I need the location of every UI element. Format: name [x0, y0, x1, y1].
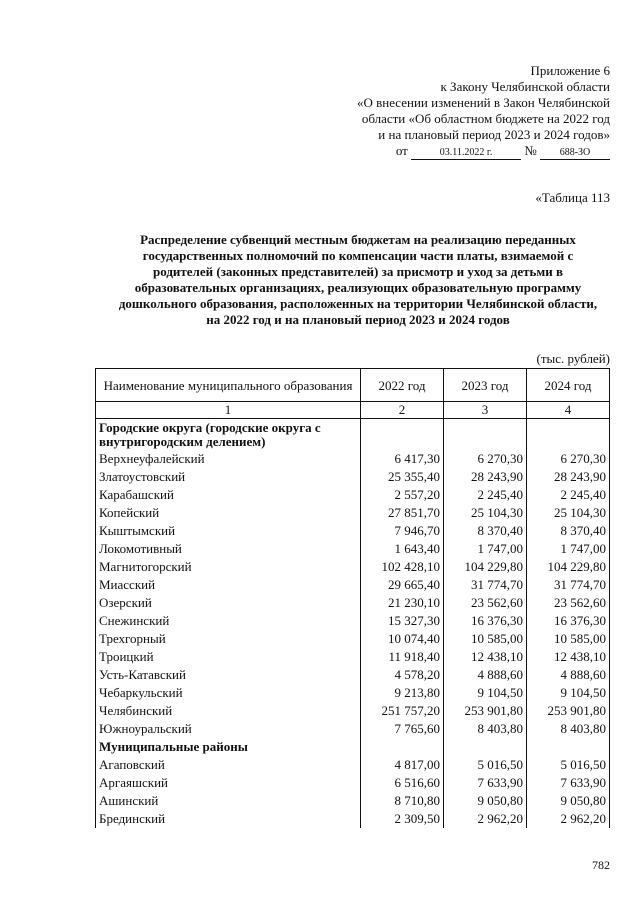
value-2022: 4 817,00 [361, 756, 444, 774]
value-2023: 9 050,80 [444, 792, 527, 810]
from-label: от [395, 143, 408, 158]
table-row [96, 702, 610, 720]
value-2022: 8 710,80 [361, 792, 444, 810]
table-row [96, 504, 610, 522]
section-row [96, 419, 610, 451]
appendix-line: области «Об областном бюджете на 2022 год [361, 111, 610, 126]
value-2024: 9 050,80 [527, 792, 610, 810]
table-row [96, 450, 610, 468]
value-2022: 15 327,30 [361, 612, 444, 630]
value-2023: 253 901,80 [444, 702, 527, 720]
value-2024: 2 245,40 [527, 486, 610, 504]
municipality-name: Южноуральский [96, 720, 361, 738]
column-number: 4 [527, 402, 610, 419]
value-2022: 9 213,80 [361, 684, 444, 702]
subventions-table [95, 368, 610, 828]
table-row [96, 540, 610, 558]
empty-cell [361, 738, 444, 756]
table-row [96, 756, 610, 774]
value-2022: 25 355,40 [361, 468, 444, 486]
section-heading: Городские округа (городские округа с внутригородским делением) [96, 419, 361, 451]
municipality-name: Миасский [96, 576, 361, 594]
municipality-name: Копейский [96, 504, 361, 522]
appendix-line: к Закону Челябинской области [440, 79, 610, 94]
empty-cell [444, 738, 527, 756]
column-number-row [96, 402, 610, 419]
municipality-name: Снежинский [96, 612, 361, 630]
table-row [96, 486, 610, 504]
value-2024: 10 585,00 [527, 630, 610, 648]
municipality-name: Златоустовский [96, 468, 361, 486]
value-2023: 104 229,80 [444, 558, 527, 576]
value-2023: 12 438,10 [444, 648, 527, 666]
table-row [96, 666, 610, 684]
value-2022: 21 230,10 [361, 594, 444, 612]
value-2023: 4 888,60 [444, 666, 527, 684]
municipality-name: Магнитогорский [96, 558, 361, 576]
header-municipality: Наименование муниципального образования [96, 369, 361, 402]
value-2024: 9 104,50 [527, 684, 610, 702]
municipality-name: Ашинский [96, 792, 361, 810]
units-label: (тыс. рублей) [536, 351, 610, 366]
title-line: образовательных организациях, реализующих образовательную программу [134, 280, 582, 295]
header-2024: 2024 год [527, 369, 610, 402]
value-2022: 10 074,40 [361, 630, 444, 648]
law-number: 688-ЗО [540, 147, 610, 160]
appendix-line: «О внесении изменений в Закон Челябинской [356, 95, 610, 110]
value-2022: 7 946,70 [361, 522, 444, 540]
municipality-name: Локомотивный [96, 540, 361, 558]
value-2024: 25 104,30 [527, 504, 610, 522]
value-2023: 25 104,30 [444, 504, 527, 522]
value-2024: 28 243,90 [527, 468, 610, 486]
value-2024: 2 962,20 [527, 810, 610, 828]
value-2023: 6 270,30 [444, 450, 527, 468]
value-2023: 10 585,00 [444, 630, 527, 648]
value-2024: 104 229,80 [527, 558, 610, 576]
value-2022: 27 851,70 [361, 504, 444, 522]
value-2023: 7 633,90 [444, 774, 527, 792]
value-2024: 7 633,90 [527, 774, 610, 792]
value-2022: 7 765,60 [361, 720, 444, 738]
value-2024: 8 370,40 [527, 522, 610, 540]
column-number: 2 [361, 402, 444, 419]
municipality-name: Кыштымский [96, 522, 361, 540]
value-2023: 16 376,30 [444, 612, 527, 630]
table-row [96, 576, 610, 594]
empty-cell [444, 419, 527, 451]
municipality-name: Трехгорный [96, 630, 361, 648]
table-row [96, 522, 610, 540]
value-2024: 253 901,80 [527, 702, 610, 720]
section-heading: Муниципальные районы [96, 738, 361, 756]
page-number: 782 [592, 858, 610, 872]
value-2022: 6 417,30 [361, 450, 444, 468]
table-row [96, 684, 610, 702]
table-row [96, 648, 610, 666]
table-row [96, 468, 610, 486]
table-row [96, 558, 610, 576]
value-2023: 31 774,70 [444, 576, 527, 594]
municipality-name: Аргаяшский [96, 774, 361, 792]
value-2022: 102 428,10 [361, 558, 444, 576]
value-2022: 4 578,20 [361, 666, 444, 684]
municipality-name: Троицкий [96, 648, 361, 666]
value-2023: 8 403,80 [444, 720, 527, 738]
table-row [96, 630, 610, 648]
municipality-name: Озерский [96, 594, 361, 612]
title-line: родителей (законных представителей) за присмотр и уход за детьми в [152, 264, 564, 279]
header-row [96, 369, 610, 402]
table-body [96, 419, 610, 829]
table-row [96, 594, 610, 612]
value-2024: 1 747,00 [527, 540, 610, 558]
table-row [96, 612, 610, 630]
value-2023: 23 562,60 [444, 594, 527, 612]
document-title [88, 232, 628, 328]
municipality-name: Агаповский [96, 756, 361, 774]
value-2024: 4 888,60 [527, 666, 610, 684]
value-2023: 2 962,20 [444, 810, 527, 828]
value-2023: 5 016,50 [444, 756, 527, 774]
value-2023: 1 747,00 [444, 540, 527, 558]
value-2024: 8 403,80 [527, 720, 610, 738]
value-2022: 2 309,50 [361, 810, 444, 828]
value-2023: 8 370,40 [444, 522, 527, 540]
header-2022: 2022 год [361, 369, 444, 402]
value-2022: 251 757,20 [361, 702, 444, 720]
value-2023: 2 245,40 [444, 486, 527, 504]
table-row [96, 720, 610, 738]
value-2024: 23 562,60 [527, 594, 610, 612]
header-2023: 2023 год [444, 369, 527, 402]
title-line: государственных полномочий по компенсации части платы, взимаемой с [142, 248, 574, 263]
title-line: на 2022 год и на плановый период 2023 и 2024 годов [206, 312, 510, 327]
value-2024: 5 016,50 [527, 756, 610, 774]
empty-cell [527, 419, 610, 451]
table-label: «Таблица 113 [535, 190, 610, 205]
value-2024: 12 438,10 [527, 648, 610, 666]
column-number: 1 [96, 402, 361, 419]
value-2022: 1 643,40 [361, 540, 444, 558]
value-2024: 31 774,70 [527, 576, 610, 594]
value-2022: 29 665,40 [361, 576, 444, 594]
appendix-line: и на плановый период 2023 и 2024 годов» [378, 127, 610, 142]
empty-cell [361, 419, 444, 451]
table-row [96, 792, 610, 810]
title-line: Распределение субвенций местным бюджетам на реализацию переданных [140, 232, 576, 247]
law-date: 03.11.2022 г. [411, 147, 521, 160]
column-number: 3 [444, 402, 527, 419]
title-line: дошкольного образования, расположенных на территории Челябинской области, [118, 296, 598, 311]
number-label: № [524, 143, 537, 158]
municipality-name: Усть-Катавский [96, 666, 361, 684]
empty-cell [527, 738, 610, 756]
municipality-name: Карабашский [96, 486, 361, 504]
section-row [96, 738, 610, 756]
table-row [96, 774, 610, 792]
municipality-name: Брединский [96, 810, 361, 828]
value-2024: 16 376,30 [527, 612, 610, 630]
value-2022: 2 557,20 [361, 486, 444, 504]
value-2023: 28 243,90 [444, 468, 527, 486]
value-2022: 11 918,40 [361, 648, 444, 666]
municipality-name: Чебаркульский [96, 684, 361, 702]
value-2024: 6 270,30 [527, 450, 610, 468]
municipality-name: Челябинский [96, 702, 361, 720]
value-2022: 6 516,60 [361, 774, 444, 792]
law-date-number-line [280, 143, 610, 160]
value-2023: 9 104,50 [444, 684, 527, 702]
table-row [96, 810, 610, 828]
appendix-block [280, 63, 610, 160]
appendix-line: Приложение 6 [530, 63, 610, 78]
municipality-name: Верхнеуфалейский [96, 450, 361, 468]
